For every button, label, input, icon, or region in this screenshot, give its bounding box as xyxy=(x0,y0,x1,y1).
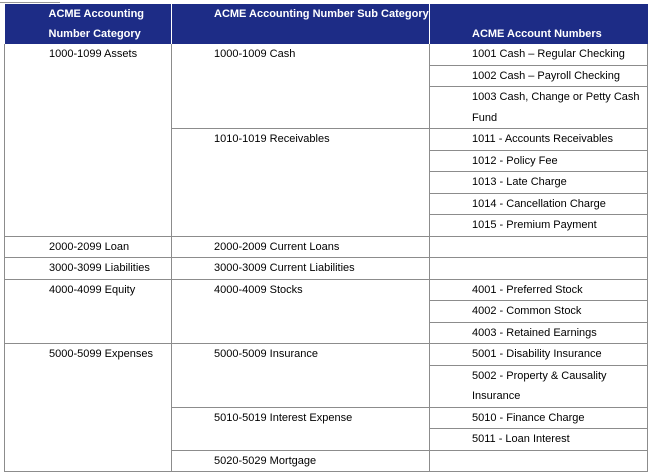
account-number-cell: 5011 - Loan Interest xyxy=(430,429,648,451)
sub-category-cell: 5010-5019 Interest Expense xyxy=(172,407,430,450)
account-number-cell: 1014 - Cancellation Charge xyxy=(430,193,648,215)
sub-category-cell: 1010-1019 Receivables xyxy=(172,129,430,237)
header-sub-category: ACME Accounting Number Sub Category xyxy=(172,4,430,44)
account-number-cell xyxy=(430,236,648,258)
category-cell: 5000-5099 Expenses xyxy=(5,344,172,472)
account-number-cell: 4003 - Retained Earnings xyxy=(430,322,648,344)
acme-account-numbers-table xyxy=(4,4,648,472)
table-row xyxy=(5,258,648,280)
category-cell: 3000-3099 Liabilities xyxy=(5,258,172,280)
header-row xyxy=(5,4,648,44)
category-cell: 2000-2099 Loan xyxy=(5,236,172,258)
account-number-cell: 1001 Cash – Regular Checking xyxy=(430,44,648,65)
sub-category-cell: 2000-2009 Current Loans xyxy=(172,236,430,258)
table-row xyxy=(5,279,648,301)
table-row xyxy=(5,236,648,258)
sub-category-cell: 5000-5009 Insurance xyxy=(172,344,430,408)
account-number-cell: 1002 Cash – Payroll Checking xyxy=(430,65,648,87)
account-number-cell: 4001 - Preferred Stock xyxy=(430,279,648,301)
account-number-cell: 1012 - Policy Fee xyxy=(430,150,648,172)
account-number-cell: 1015 - Premium Payment xyxy=(430,215,648,237)
sub-category-cell: 1000-1009 Cash xyxy=(172,44,430,129)
account-number-cell: 1011 - Accounts Receivables xyxy=(430,129,648,151)
account-number-cell xyxy=(430,258,648,280)
sub-category-cell: 3000-3009 Current Liabilities xyxy=(172,258,430,280)
account-number-cell: 4002 - Common Stock xyxy=(430,301,648,323)
category-cell: 1000-1099 Assets xyxy=(5,44,172,236)
table-row xyxy=(5,44,648,65)
sub-category-cell: 4000-4009 Stocks xyxy=(172,279,430,344)
cropped-text-fragment xyxy=(0,0,60,3)
category-cell: 4000-4099 Equity xyxy=(5,279,172,344)
table-row xyxy=(5,344,648,366)
header-category: ACME Accounting Number Category xyxy=(5,4,172,44)
account-number-cell: 1013 - Late Charge xyxy=(430,172,648,194)
account-number-cell xyxy=(430,450,648,472)
account-number-cell: 1003 Cash, Change or Petty Cash Fund xyxy=(430,87,648,129)
header-account-numbers: ACME Account Numbers xyxy=(430,4,648,44)
account-number-cell: 5001 - Disability Insurance xyxy=(430,344,648,366)
sub-category-cell: 5020-5029 Mortgage xyxy=(172,450,430,472)
account-number-cell: 5010 - Finance Charge xyxy=(430,407,648,429)
account-number-cell: 5002 - Property & Causality Insurance xyxy=(430,365,648,407)
